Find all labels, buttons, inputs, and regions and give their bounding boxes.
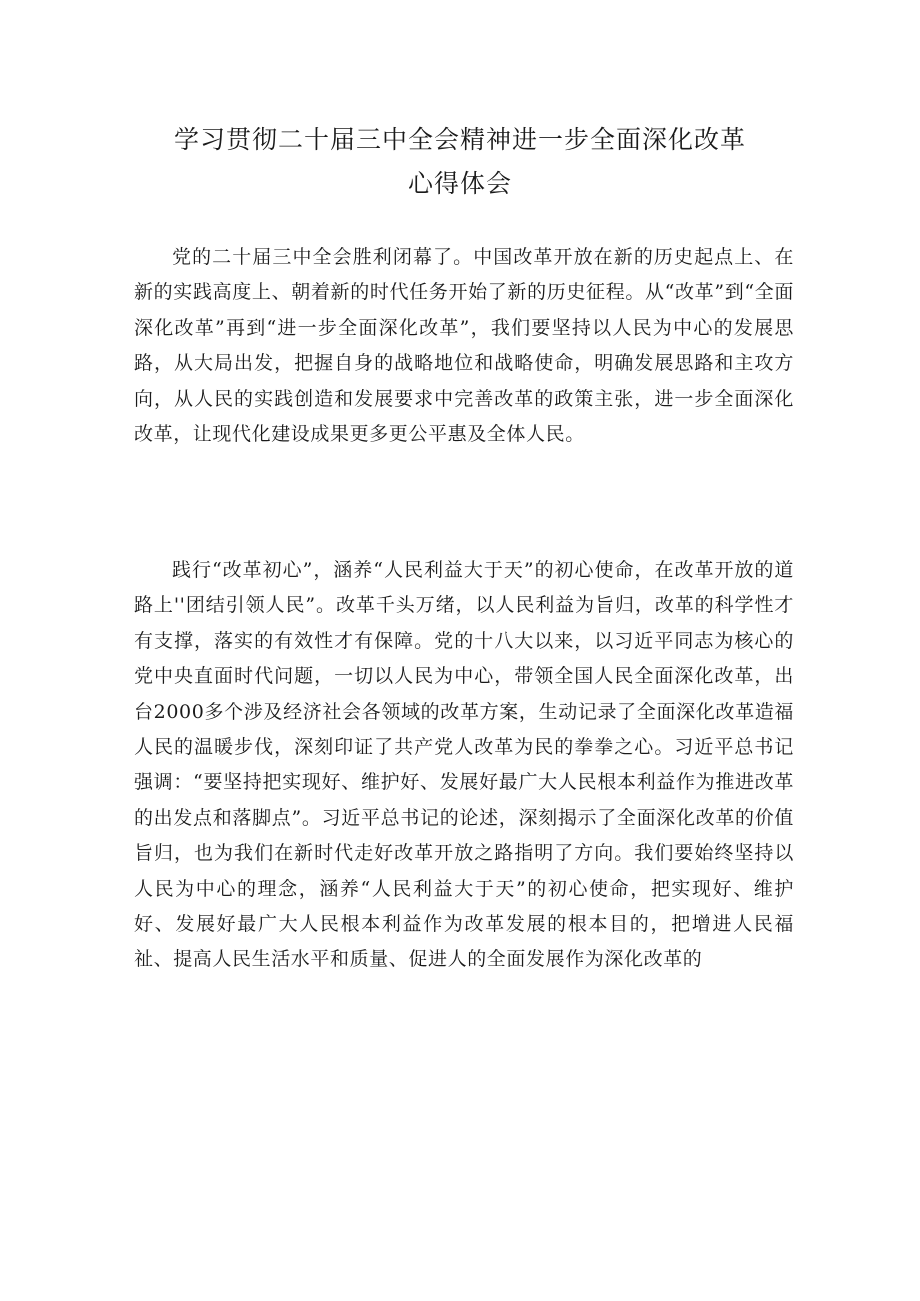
document-title-line-2: 心得体会 <box>407 169 512 198</box>
paragraph-2: 践行“改革初心”，涵养“人民利益大于天”的初心使命，在改革开放的道路上''团结引领人民”。改革千头万绪，以人民利益为旨归，改革的科学性才有支撑，落实的有效性才有保障。党的十八大以来，以习近平同志为核心的党中央直面时代问题，一切以人民为中心，带领全国人民全面深化改革，出台2000多个涉及经济社会各领域的改革方案，生动记录了全面深化改革造福人民的温暖步伐，深刻印证了共产党人改革为民的拳拳之心。习近平总书记强调：“要坚持把实现好、维护好、发展好最广大人民根本利益作为推进改革的出发点和落脚点”。习近平总书记的论述，深刻揭示了全面深化改革的价值旨归，也为我们在新时代走好改革开放之路指明了方向。我们要始终坚持以人民为中心的理念，涵养“人民利益大于天”的初心使命，把实现好、维护好、发展好最广大人民根本利益作为改革发展的根本目的，把增进人民福祉、提高人民生活水平和质量、促进人的全面发展作为深化改革的 <box>134 559 794 971</box>
paragraph-1: 党的二十届三中全会胜利闭幕了。中国改革开放在新的历史起点上、在新的实践高度上、朝着新的时代任务开始了新的历史征程。从“改革”到“全面深化改革”再到“进一步全面深化改革”，我们要坚持以人民为中心的发展思路，从大局出发，把握自身的战略地位和战略使命，明确发展思路和主攻方向，从人民的实践创造和发展要求中完善改革的政策主张，进一步全面深化改革，让现代化建设成果更多更公平惠及全体人民。 <box>134 246 794 446</box>
document-title-line-1: 学习贯彻二十届三中全会精神进一步全面深化改革 <box>173 125 746 154</box>
